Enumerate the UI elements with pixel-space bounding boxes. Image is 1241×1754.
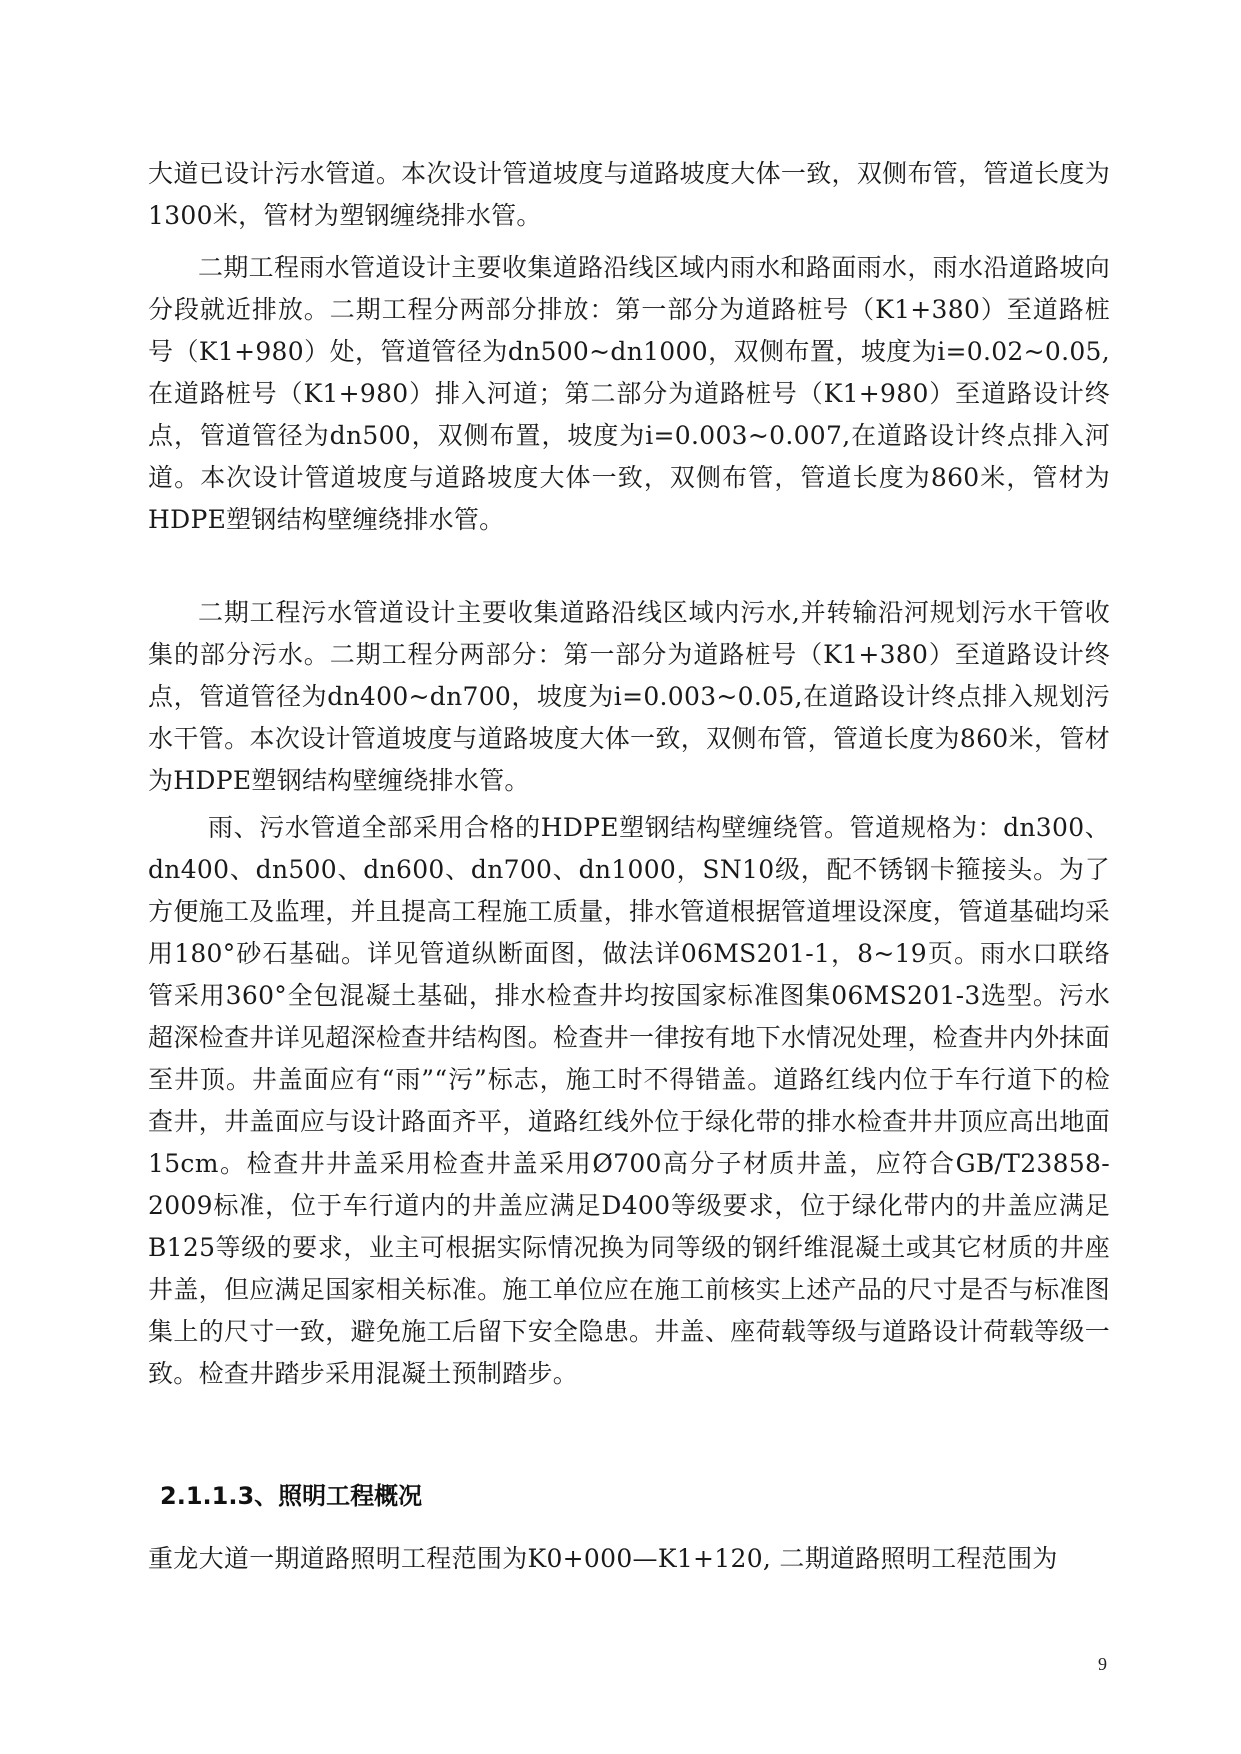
page-number: 9 <box>1098 1654 1107 1674</box>
paragraph-rainwater-phase2: 二期工程雨水管道设计主要收集道路沿线区域内雨水和路面雨水，雨水沿道路坡向分段就近排放。二期工程分两部分排放：第一部分为道路桩号（K1+380）至道路桩号（K1+980）处，管道管径为dn500~dn1000，双侧布置，坡度为i=0.02~0.05,在道路桩号（K1+980）排入河道；第二部分为道路桩号（K1+980）至道路设计终点，管道管径为dn500，双侧布置，坡度为i=0.003~0.007,在道路设计终点排入河道。本次设计管道坡度与道路坡度大体一致，双侧布管，管道长度为860米，管材为HDPE塑钢结构壁缠绕排水管。 <box>148 253 1110 534</box>
section-heading-lighting: 2.1.1.3、照明工程概况 <box>160 1482 423 1510</box>
paragraph-lighting-scope: 重龙大道一期道路照明工程范围为K0+000—K1+120, 二期道路照明工程范围为 <box>148 1544 1058 1573</box>
paragraph-sewage-phase1: 大道已设计污水管道。本次设计管道坡度与道路坡度大体一致，双侧布管，管道长度为1300米，管材为塑钢缠绕排水管。 <box>148 159 1110 230</box>
paragraph-sewage-phase2: 二期工程污水管道设计主要收集道路沿线区域内污水,并转输沿河规划污水干管收集的部分污水。二期工程分两部分：第一部分为道路桩号（K1+380）至道路设计终点，管道管径为dn400~dn700，坡度为i=0.003~0.05,在道路设计终点排入规划污水干管。本次设计管道坡度与道路坡度大体一致，双侧布管，管道长度为860米，管材为HDPE塑钢结构壁缠绕排水管。 <box>148 598 1110 795</box>
paragraph-pipe-materials: 雨、污水管道全部采用合格的HDPE塑钢结构壁缠绕管。管道规格为：dn300、dn400、dn500、dn600、dn700、dn1000，SN10级，配不锈钢卡箍接头。为了方便施工及监理，并且提高工程施工质量，排水管道根据管道埋设深度，管道基础均采用180°砂石基础。详见管道纵断面图，做法详06MS201-1，8~19页。雨水口联络管采用360°全包混凝土基础，排水检查井均按国家标准图集06MS201-3选型。污水超深检查井详见超深检查井结构图。检查井一律按有地下水情况处理，检查井内外抹面至井顶。井盖面应有“雨”“污”标志，施工时不得错盖。道路红线内位于车行道下的检查井，井盖面应与设计路面齐平，道路红线外位于绿化带的排水检查井井顶应高出地面15cm。检查井井盖采用检查井盖采用Ø700高分子材质井盖，应符合GB/T23858-2009标准，位于车行道内的井盖应满足D400等级要求，位于绿化带内的井盖应满足B125等级的要求，业主可根据实际情况换为同等级的钢纤维混凝土或其它材质的井座井盖，但应满足国家相关标准。施工单位应在施工前核实上述产品的尺寸是否与标准图集上的尺寸一致，避免施工后留下安全隐患。井盖、座荷载等级与道路设计荷载等级一致。检查井踏步采用混凝土预制踏步。 <box>148 813 1110 1388</box>
